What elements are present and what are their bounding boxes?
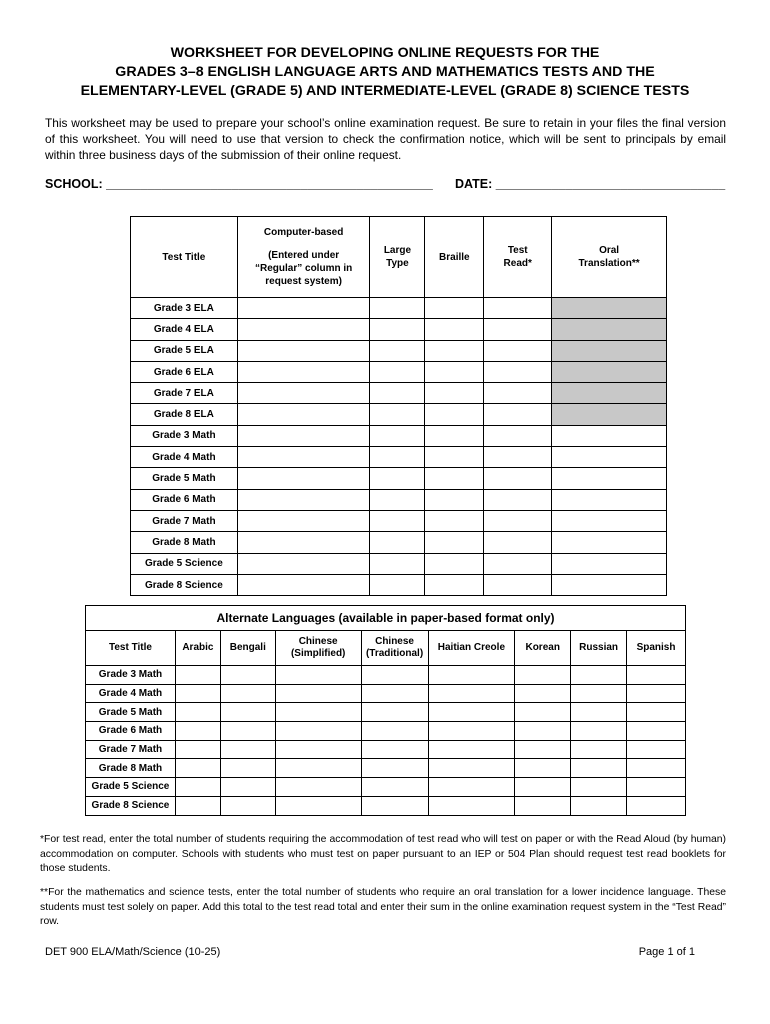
- cell-test-read[interactable]: [484, 489, 552, 510]
- cell-test-read[interactable]: [484, 447, 552, 468]
- alt-col-chinese-s-line-1: Chinese: [298, 636, 338, 647]
- table-row: [86, 722, 686, 741]
- cell-bengali[interactable]: [220, 740, 275, 759]
- table-row: [131, 425, 667, 446]
- cell-spanish[interactable]: [627, 740, 686, 759]
- cell-large-type[interactable]: [370, 361, 425, 382]
- alternate-languages-table-body: [86, 666, 686, 816]
- cell-large-type[interactable]: [370, 574, 425, 595]
- cell-computer-based[interactable]: [237, 489, 370, 510]
- cell-chinese-simplified[interactable]: [275, 684, 361, 703]
- alt-col-chinese-t-line-1: Chinese: [375, 636, 414, 647]
- table-row: [86, 684, 686, 703]
- cell-arabic[interactable]: [175, 778, 220, 797]
- row-test-title: Grade 3 Math: [131, 425, 238, 446]
- cell-arabic[interactable]: [175, 759, 220, 778]
- col-computer-line-4: request system): [265, 276, 342, 287]
- cell-oral-translation: [552, 319, 667, 340]
- cell-arabic[interactable]: [175, 703, 220, 722]
- title-line-3: ELEMENTARY-LEVEL (GRADE 5) AND INTERMEDIATE-LEVEL (GRADE 8) SCIENCE TESTS: [80, 83, 690, 99]
- cell-computer-based[interactable]: [237, 468, 370, 489]
- page-number: Page 1 of 1: [638, 946, 695, 958]
- cell-bengali[interactable]: [220, 666, 275, 685]
- cell-braille[interactable]: [425, 425, 484, 446]
- cell-computer-based[interactable]: [237, 553, 370, 574]
- cell-chinese-traditional[interactable]: [361, 740, 428, 759]
- cell-test-read[interactable]: [484, 510, 552, 531]
- cell-braille[interactable]: [425, 532, 484, 553]
- col-large-line-1: Large: [383, 245, 412, 256]
- cell-oral-translation: [552, 383, 667, 404]
- col-test-read-line-2: Read*: [503, 258, 532, 269]
- cell-haitian-creole[interactable]: [428, 703, 515, 722]
- cell-chinese-traditional[interactable]: [361, 703, 428, 722]
- cell-test-read[interactable]: [484, 425, 552, 446]
- cell-oral-translation[interactable]: [552, 510, 667, 531]
- alt-col-chinese-simplified: [275, 631, 361, 666]
- cell-braille[interactable]: [425, 468, 484, 489]
- cell-large-type[interactable]: [370, 553, 425, 574]
- footnote-test-read: *For test read, enter the total number of students requiring the accommodation of test read who will test on paper or with the Read Aloud (by human) accommodation on computer. Schools with students who must test on paper pursuant to an IEP or 504 Plan should request test read booklets for those students.: [40, 834, 726, 874]
- table-row: [131, 574, 667, 595]
- cell-chinese-traditional[interactable]: [361, 759, 428, 778]
- cell-bengali[interactable]: [220, 759, 275, 778]
- cell-large-type[interactable]: [370, 383, 425, 404]
- cell-computer-based[interactable]: [237, 383, 370, 404]
- cell-test-read[interactable]: [484, 553, 552, 574]
- cell-chinese-traditional[interactable]: [361, 796, 428, 815]
- page-footer: [45, 946, 695, 958]
- cell-chinese-simplified[interactable]: [275, 666, 361, 685]
- cell-arabic[interactable]: [175, 684, 220, 703]
- cell-russian[interactable]: [571, 703, 627, 722]
- alt-col-arabic: Arabic: [175, 631, 220, 666]
- col-computer-line-3: “Regular” column in: [255, 263, 353, 274]
- cell-large-type[interactable]: [370, 510, 425, 531]
- cell-haitian-creole[interactable]: [428, 666, 515, 685]
- cell-oral-translation[interactable]: [552, 425, 667, 446]
- table-row: [131, 532, 667, 553]
- cell-haitian-creole[interactable]: [428, 796, 515, 815]
- cell-large-type[interactable]: [370, 468, 425, 489]
- cell-haitian-creole[interactable]: [428, 759, 515, 778]
- alt-col-bengali: Bengali: [220, 631, 275, 666]
- cell-arabic[interactable]: [175, 740, 220, 759]
- col-test-read: [484, 217, 552, 298]
- cell-braille[interactable]: [425, 510, 484, 531]
- cell-oral-translation[interactable]: [552, 532, 667, 553]
- col-braille: Braille: [425, 217, 484, 298]
- table-row: [131, 553, 667, 574]
- alt-row-test-title: Grade 8 Math: [86, 759, 176, 778]
- cell-computer-based[interactable]: [237, 340, 370, 361]
- alt-col-chinese-t-line-2: (Traditional): [365, 648, 424, 659]
- cell-computer-based[interactable]: [237, 404, 370, 425]
- cell-oral-translation: [552, 361, 667, 382]
- cell-test-read[interactable]: [484, 298, 552, 319]
- cell-korean[interactable]: [515, 740, 571, 759]
- cell-oral-translation[interactable]: [552, 489, 667, 510]
- cell-korean[interactable]: [515, 666, 571, 685]
- worksheet-title: [30, 44, 740, 101]
- form-number: DET 900 ELA/Math/Science (10-25): [45, 946, 221, 958]
- cell-braille[interactable]: [425, 574, 484, 595]
- cell-arabic[interactable]: [175, 722, 220, 741]
- cell-spanish[interactable]: [627, 796, 686, 815]
- cell-arabic[interactable]: [175, 666, 220, 685]
- cell-chinese-simplified[interactable]: [275, 759, 361, 778]
- cell-korean[interactable]: [515, 759, 571, 778]
- row-test-title: Grade 8 Math: [131, 532, 238, 553]
- cell-test-read[interactable]: [484, 574, 552, 595]
- cell-braille[interactable]: [425, 489, 484, 510]
- cell-chinese-traditional[interactable]: [361, 722, 428, 741]
- alt-col-haitian-creole: Haitian Creole: [428, 631, 515, 666]
- cell-large-type[interactable]: [370, 298, 425, 319]
- cell-computer-based[interactable]: [237, 447, 370, 468]
- row-test-title: Grade 4 Math: [131, 447, 238, 468]
- cell-bengali[interactable]: [220, 722, 275, 741]
- cell-spanish[interactable]: [627, 703, 686, 722]
- cell-large-type[interactable]: [370, 489, 425, 510]
- alt-languages-header: Alternate Languages (available in paper-based format only): [86, 606, 686, 631]
- cell-test-read[interactable]: [484, 404, 552, 425]
- cell-korean[interactable]: [515, 796, 571, 815]
- table-row: [131, 510, 667, 531]
- cell-korean[interactable]: [515, 703, 571, 722]
- table-row: [131, 361, 667, 382]
- cell-russian[interactable]: [571, 796, 627, 815]
- cell-bengali[interactable]: [220, 684, 275, 703]
- footnote-oral-translation: **For the mathematics and science tests, enter the total number of students who require an oral translation for a lower incidence language. These students must test solely on paper. Add this total to the test read total and enter their sum in the online examination request system in the “Test Read” row.: [40, 887, 726, 927]
- cell-computer-based[interactable]: [237, 532, 370, 553]
- cell-chinese-traditional[interactable]: [361, 666, 428, 685]
- col-computer-line-2: (Entered under: [268, 250, 340, 261]
- alt-row-test-title: Grade 7 Math: [86, 740, 176, 759]
- alt-col-russian: Russian: [571, 631, 627, 666]
- cell-korean[interactable]: [515, 684, 571, 703]
- table-row: [131, 383, 667, 404]
- cell-russian[interactable]: [571, 666, 627, 685]
- cell-oral-translation: [552, 298, 667, 319]
- cell-bengali[interactable]: [220, 778, 275, 797]
- cell-computer-based[interactable]: [237, 510, 370, 531]
- cell-chinese-traditional[interactable]: [361, 684, 428, 703]
- cell-chinese-simplified[interactable]: [275, 703, 361, 722]
- row-test-title: Grade 5 Science: [131, 553, 238, 574]
- cell-korean[interactable]: [515, 778, 571, 797]
- cell-large-type[interactable]: [370, 404, 425, 425]
- cell-chinese-simplified[interactable]: [275, 778, 361, 797]
- col-test-read-line-1: Test: [507, 245, 528, 256]
- alt-row-test-title: Grade 5 Math: [86, 703, 176, 722]
- table-row: [131, 447, 667, 468]
- cell-russian[interactable]: [571, 778, 627, 797]
- cell-spanish[interactable]: [627, 684, 686, 703]
- cell-braille[interactable]: [425, 340, 484, 361]
- cell-chinese-simplified[interactable]: [275, 796, 361, 815]
- school-date-row: [45, 177, 735, 191]
- intro-paragraph: This worksheet may be used to prepare your school’s online examination request. Be sure to retain in your files the final version of this worksheet. You will need to use that version to check the confirmation notice, which will be sent to principals by email within three business days of the submission of their online request.: [45, 116, 726, 162]
- cell-test-read[interactable]: [484, 361, 552, 382]
- row-test-title: Grade 3 ELA: [131, 298, 238, 319]
- cell-haitian-creole[interactable]: [428, 722, 515, 741]
- col-oral-line-2: Translation**: [578, 258, 640, 269]
- row-test-title: Grade 7 Math: [131, 510, 238, 531]
- col-large-type: [370, 217, 425, 298]
- cell-test-read[interactable]: [484, 319, 552, 340]
- cell-braille[interactable]: [425, 404, 484, 425]
- cell-spanish[interactable]: [627, 722, 686, 741]
- cell-russian[interactable]: [571, 722, 627, 741]
- table-row: [86, 703, 686, 722]
- cell-spanish[interactable]: [627, 759, 686, 778]
- col-oral-line-1: Oral: [599, 245, 620, 256]
- alt-row-test-title: Grade 5 Science: [86, 778, 176, 797]
- cell-large-type[interactable]: [370, 447, 425, 468]
- cell-chinese-simplified[interactable]: [275, 722, 361, 741]
- table-row: [131, 298, 667, 319]
- table-row: [131, 319, 667, 340]
- cell-computer-based[interactable]: [237, 298, 370, 319]
- cell-spanish[interactable]: [627, 666, 686, 685]
- cell-oral-translation: [552, 404, 667, 425]
- accommodations-table-body: [131, 298, 667, 596]
- cell-test-read[interactable]: [484, 340, 552, 361]
- cell-computer-based[interactable]: [237, 425, 370, 446]
- table-row: [86, 666, 686, 685]
- title-line-2: GRADES 3–8 ENGLISH LANGUAGE ARTS AND MATHEMATICS TESTS AND THE: [115, 64, 655, 80]
- cell-computer-based[interactable]: [237, 319, 370, 340]
- table-row: [86, 759, 686, 778]
- alt-row-test-title: Grade 8 Science: [86, 796, 176, 815]
- cell-chinese-traditional[interactable]: [361, 778, 428, 797]
- alt-col-chinese-s-line-2: (Simplified): [290, 648, 346, 659]
- cell-braille[interactable]: [425, 553, 484, 574]
- table-row: [86, 740, 686, 759]
- title-line-1: WORKSHEET FOR DEVELOPING ONLINE REQUESTS FOR THE: [170, 45, 600, 61]
- row-test-title: Grade 5 Math: [131, 468, 238, 489]
- cell-braille[interactable]: [425, 319, 484, 340]
- cell-haitian-creole[interactable]: [428, 684, 515, 703]
- col-test-title: Test Title: [131, 217, 238, 298]
- row-test-title: Grade 8 ELA: [131, 404, 238, 425]
- alt-col-chinese-traditional: [361, 631, 428, 666]
- cell-test-read[interactable]: [484, 383, 552, 404]
- table-row: [131, 489, 667, 510]
- cell-oral-translation: [552, 340, 667, 361]
- alt-row-test-title: Grade 3 Math: [86, 666, 176, 685]
- cell-haitian-creole[interactable]: [428, 740, 515, 759]
- alt-row-test-title: Grade 4 Math: [86, 684, 176, 703]
- col-large-line-2: Type: [386, 258, 409, 269]
- table-row: [86, 796, 686, 815]
- cell-korean[interactable]: [515, 722, 571, 741]
- cell-braille[interactable]: [425, 298, 484, 319]
- alt-col-spanish: Spanish: [627, 631, 686, 666]
- cell-braille[interactable]: [425, 361, 484, 382]
- cell-braille[interactable]: [425, 447, 484, 468]
- table-row: [131, 340, 667, 361]
- cell-spanish[interactable]: [627, 778, 686, 797]
- cell-large-type[interactable]: [370, 425, 425, 446]
- cell-large-type[interactable]: [370, 532, 425, 553]
- cell-haitian-creole[interactable]: [428, 778, 515, 797]
- cell-large-type[interactable]: [370, 319, 425, 340]
- cell-arabic[interactable]: [175, 796, 220, 815]
- row-test-title: Grade 6 Math: [131, 489, 238, 510]
- school-field[interactable]: SCHOOL: _______________________________________________: [45, 177, 433, 191]
- alt-col-test-title: Test Title: [86, 631, 176, 666]
- cell-test-read[interactable]: [484, 532, 552, 553]
- cell-chinese-simplified[interactable]: [275, 740, 361, 759]
- row-test-title: Grade 4 ELA: [131, 319, 238, 340]
- date-field[interactable]: DATE: _________________________________: [455, 177, 726, 191]
- col-computer-line-1: Computer-based: [263, 227, 344, 238]
- alternate-languages-table: [85, 605, 686, 816]
- col-oral-translation: [552, 217, 667, 298]
- cell-test-read[interactable]: [484, 468, 552, 489]
- cell-computer-based[interactable]: [237, 361, 370, 382]
- cell-oral-translation[interactable]: [552, 574, 667, 595]
- cell-russian[interactable]: [571, 759, 627, 778]
- cell-bengali[interactable]: [220, 796, 275, 815]
- col-computer-based: [237, 217, 370, 298]
- table-row: [131, 404, 667, 425]
- table-row: [86, 778, 686, 797]
- cell-computer-based[interactable]: [237, 574, 370, 595]
- cell-bengali[interactable]: [220, 703, 275, 722]
- alt-col-korean: Korean: [515, 631, 571, 666]
- cell-russian[interactable]: [571, 684, 627, 703]
- cell-oral-translation[interactable]: [552, 468, 667, 489]
- cell-russian[interactable]: [571, 740, 627, 759]
- cell-oral-translation[interactable]: [552, 447, 667, 468]
- alt-row-test-title: Grade 6 Math: [86, 722, 176, 741]
- cell-braille[interactable]: [425, 383, 484, 404]
- row-test-title: Grade 5 ELA: [131, 340, 238, 361]
- accommodations-table: [130, 216, 667, 596]
- table-row: [131, 468, 667, 489]
- row-test-title: Grade 7 ELA: [131, 383, 238, 404]
- row-test-title: Grade 8 Science: [131, 574, 238, 595]
- cell-large-type[interactable]: [370, 340, 425, 361]
- cell-oral-translation[interactable]: [552, 553, 667, 574]
- row-test-title: Grade 6 ELA: [131, 361, 238, 382]
